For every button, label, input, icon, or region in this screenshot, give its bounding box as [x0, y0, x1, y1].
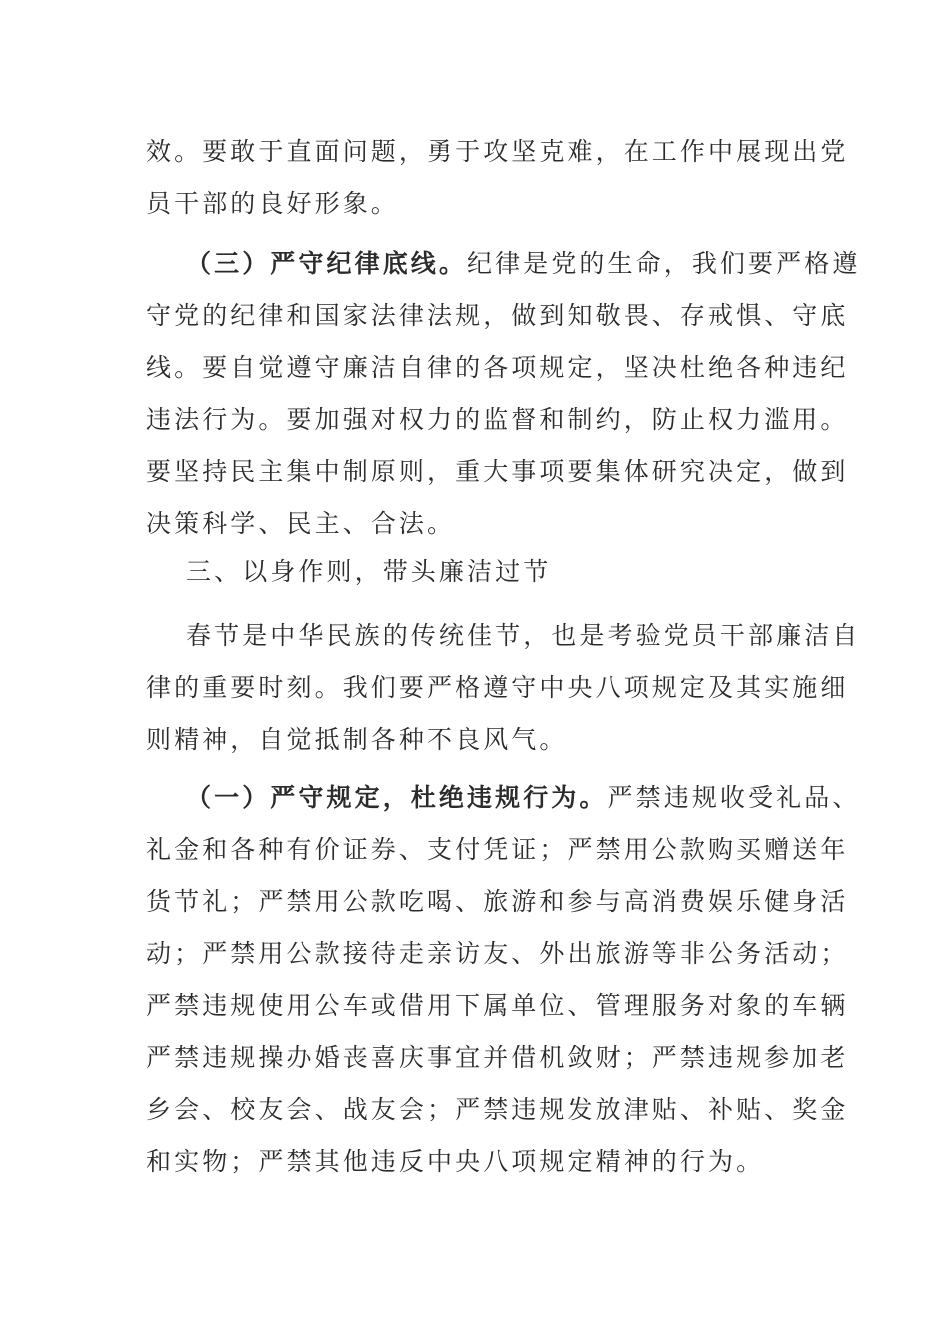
paragraph-spring-festival [146, 610, 861, 766]
text-line: 员干部的良好形象。 [146, 189, 399, 218]
paragraph-heading: （三）严守纪律底线。 [186, 249, 468, 278]
section-title: 三、以身作则，带头廉洁过节 [186, 557, 552, 586]
text-line: 动；严禁用公款接待走亲访友、外出旅游等非公务活动； [146, 939, 849, 968]
paragraph-discipline [146, 238, 861, 550]
paragraph-rules [146, 772, 861, 1188]
text-line: 货节礼；严禁用公款吃喝、旅游和参与高消费娱乐健身活 [146, 887, 849, 916]
text-line: 春节是中华民族的传统佳节，也是考验党员干部廉洁自 [186, 621, 861, 650]
text-line: 效。要敢于直面问题，勇于攻坚克难，在工作中展现出党 [146, 137, 849, 166]
text-line: 严禁违规使用公车或借用下属单位、管理服务对象的车辆 [146, 991, 849, 1020]
text-line: 律的重要时刻。我们要严格遵守中央八项规定及其实施细 [146, 673, 849, 702]
text-run: 严禁违规收受礼品、 [607, 783, 861, 812]
text-line: 和实物；严禁其他违反中央八项规定精神的行为。 [146, 1147, 765, 1176]
section-title-block [146, 546, 816, 598]
text-line: 则精神，自觉抵制各种不良风气。 [146, 725, 568, 754]
paragraph-continuation [146, 126, 849, 230]
paragraph-heading: （一）严守规定，杜绝违规行为。 [186, 783, 608, 812]
text-line: 决策科学、民主、合法。 [146, 509, 456, 538]
text-line: 礼金和各种有价证券、支付凭证；严禁用公款购买赠送年 [146, 835, 849, 864]
text-line: 要坚持民主集中制原则，重大事项要集体研究决定，做到 [146, 457, 849, 486]
text-line [146, 772, 861, 824]
text-line: 乡会、校友会、战友会；严禁违规发放津贴、补贴、奖金 [146, 1095, 849, 1124]
text-line: 守党的纪律和国家法律法规，做到知敬畏、存戒惧、守底 [146, 301, 849, 330]
text-run: 纪律是党的生命，我们要严格遵 [467, 249, 861, 278]
text-line: 线。要自觉遵守廉洁自律的各项规定，坚决杜绝各种违纪 [146, 353, 849, 382]
text-line: 违法行为。要加强对权力的监督和制约，防止权力滥用。 [146, 405, 849, 434]
text-line [146, 238, 861, 290]
text-line: 严禁违规操办婚丧喜庆事宜并借机敛财；严禁违规参加老 [146, 1043, 849, 1072]
